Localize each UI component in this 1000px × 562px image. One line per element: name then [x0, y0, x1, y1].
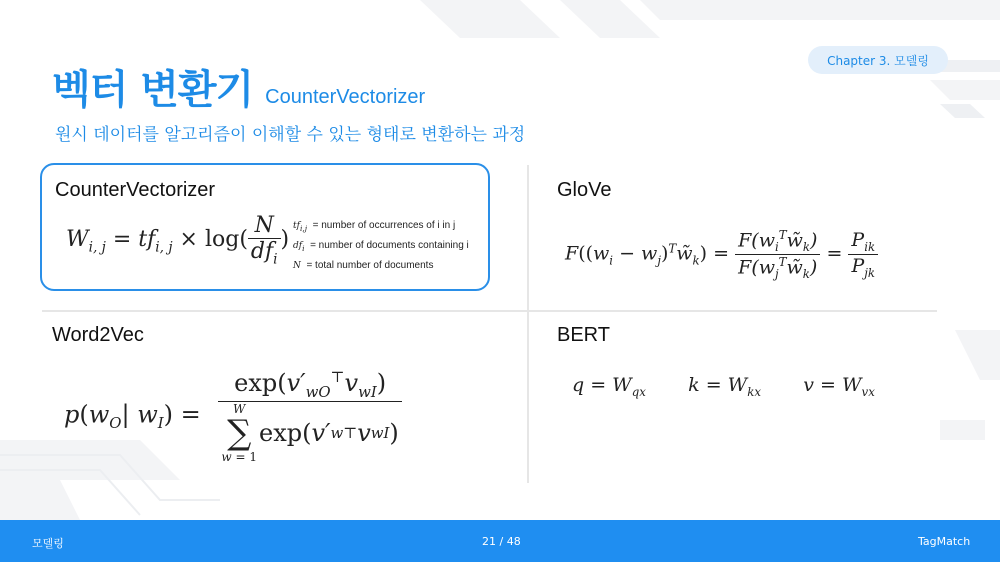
- countervectorizer-title: CounterVectorizer: [55, 179, 216, 201]
- footer-bar: [0, 520, 1000, 562]
- word2vec-title: Word2Vec: [52, 324, 144, 346]
- chapter-badge: Chapter 3. 모델링: [808, 46, 948, 74]
- bert-formula: $q = W_{qx}$ $k = W_{kx}$ $v = W_{vx}$: [572, 374, 875, 399]
- page-title: [52, 58, 425, 115]
- word2vec-formula: $p(w_O|$ $w_I$) = $\exp(v'_{wO}^⊤v_{wI})$ W ∑ w = 1 exp( v′ w ⊤ v wI ): [64, 368, 402, 464]
- title-main: 벡터 변환기: [52, 67, 254, 113]
- legend-row-n: N = total number of documents: [293, 259, 434, 271]
- footer-page-number: 21 / 48: [482, 535, 521, 548]
- grid-divider-vertical: [527, 165, 529, 483]
- bert-title: BERT: [557, 324, 610, 346]
- glove-title: GloVe: [557, 179, 612, 201]
- countervectorizer-formula: $W_{i, j} = tf_{i, j} \times \log$( $\frac{N}{df_i}$ ): [66, 213, 290, 268]
- countervectorizer-legend: [293, 217, 469, 275]
- glove-formula: $F((w_i$ − $w_j)^Tw̃_k$) = $\frac{F(w_i^Tw̃_k)}{F(w_j^Tw̃_k)}$ = $\frac{P_{ik}}{P_{jk}}$: [565, 228, 878, 281]
- footer-brand: TagMatch: [918, 535, 971, 548]
- page-subtitle: 원시 데이터를 알고리즘이 이해할 수 있는 형태로 변환하는 과정: [55, 125, 526, 145]
- legend-row-tf: $tf_{i,j}$ = number of occurrences of i in j: [293, 220, 456, 233]
- footer-section: 모델링: [32, 537, 64, 550]
- title-sub: CounterVectorizer: [265, 86, 426, 108]
- legend-row-df: $df_i$ = number of documents containing i: [293, 239, 469, 253]
- grid-divider-horizontal: [42, 310, 937, 312]
